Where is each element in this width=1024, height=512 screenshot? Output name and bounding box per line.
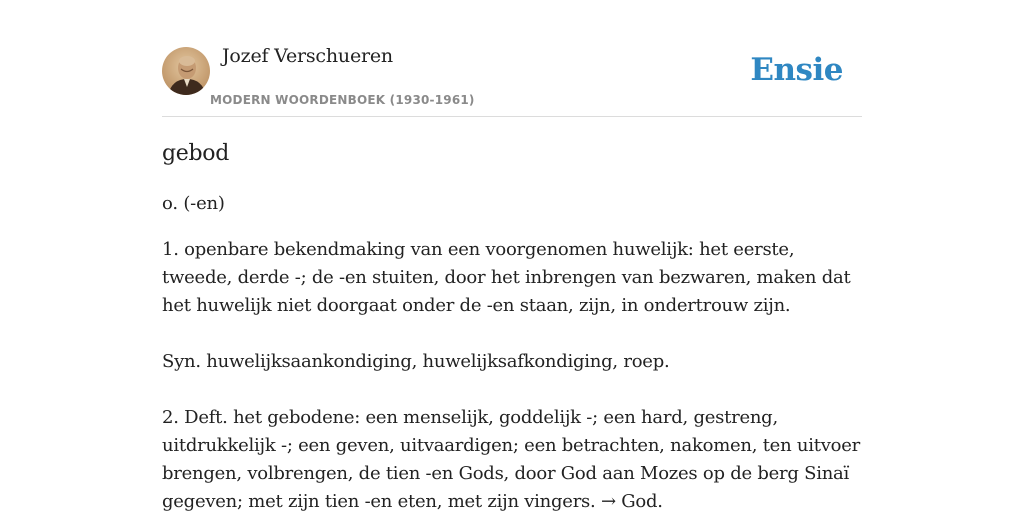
definition-paragraph: 1. openbare bekendmaking van een voorgenomen huwelijk: het eerste, tweede, derde -; de -en stuiten, door het inbrengen van bezwaren, maken dat het huwelijk niet doorgaat onder de -en staan, zijn, in ondertrouw zijn.: [162, 239, 851, 316]
author-name[interactable]: Jozef Verschueren: [222, 45, 393, 67]
author-avatar[interactable]: [162, 47, 210, 95]
ensie-logo[interactable]: Ensie: [750, 52, 843, 88]
source-title[interactable]: MODERN WOORDENBOEK (1930-1961): [210, 93, 475, 107]
entry-header: [162, 44, 862, 117]
synonyms-paragraph: Syn. huwelijksaankondiging, huwelijksafkondiging, roep.: [162, 351, 670, 372]
entry-word: gebod: [162, 141, 230, 166]
definition-paragraph: 2. Deft. het gebodene: een menselijk, goddelijk -; een hard, gestreng, uitdrukkelijk -; een geven, uitvaardigen; een betrachten, nakomen, ten uitvoer brengen, volbrengen, de tien -en Gods, door God aan Mozes op de berg Sinaï gegeven; met zijn tien -en eten, met zijn vingers. → God.: [162, 407, 860, 512]
entry-content: [162, 138, 867, 512]
author-portrait-icon: [162, 47, 210, 95]
entry-definition: [162, 236, 867, 512]
grammar-info: o. (-en): [162, 193, 225, 214]
